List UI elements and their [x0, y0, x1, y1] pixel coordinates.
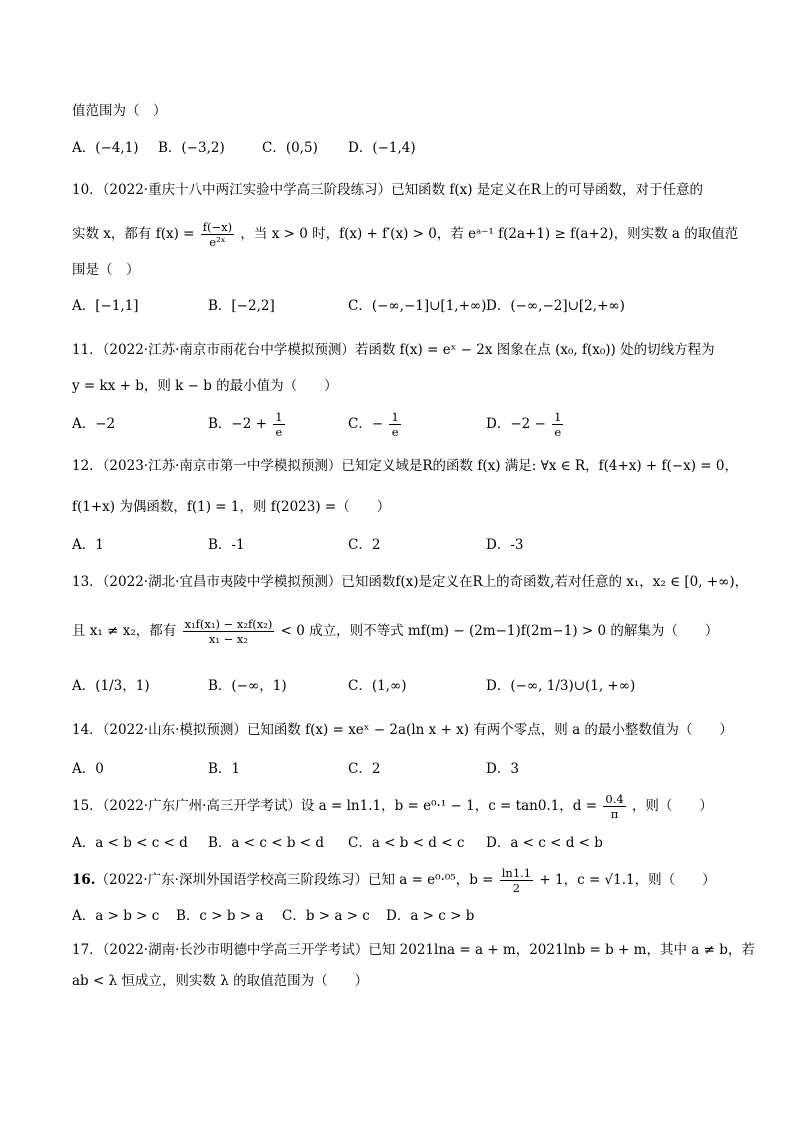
q11-stem-line2: y = kx + b，则 k − b 的最小值为（ ）: [72, 378, 338, 394]
q11-stem-line1: 11．（2022·江苏·南京市雨花台中学模拟预测）若函数 f(x) = eˣ − 2x 图象在点 (x₀, f(x₀)) 处的切线方程为: [72, 342, 715, 358]
q11-option-c-frac: [389, 410, 400, 439]
q15-option-c[interactable]: C．a < b < d < c: [348, 835, 465, 851]
frac-num: 1: [554, 410, 562, 424]
q17-stem-line1: 17．（2022·湖南·长沙市明德中学高三开学考试）已知 2021lna = a + m，2021lnb = b + m，其中 a ≠ b，若: [72, 942, 755, 958]
q16-option-a[interactable]: A．a > b > c: [72, 908, 160, 924]
q15-fraction: [603, 792, 625, 821]
frac-den: e: [554, 425, 562, 439]
q11-option-c[interactable]: [348, 410, 403, 439]
q16-fraction: [500, 866, 533, 895]
q15-text-b: ，则（ ）: [631, 798, 713, 814]
q11-option-d[interactable]: [486, 410, 565, 439]
q13-option-c[interactable]: C．(1,∞): [348, 678, 407, 694]
q11-options: [72, 410, 732, 442]
q9-option-d[interactable]: D．(−1,4): [348, 140, 416, 156]
frac-den: e: [391, 425, 399, 439]
q16-option-c[interactable]: C．b > a > c: [282, 908, 370, 924]
q12-option-a[interactable]: A．1: [72, 537, 104, 553]
q14-option-b[interactable]: B．1: [208, 761, 241, 777]
frac-den: e: [275, 425, 283, 439]
q14-option-d[interactable]: D．3: [486, 761, 519, 777]
q15-stem-line1: [72, 792, 734, 824]
q10-stem-line2: [72, 220, 739, 254]
q10-text-a: 实数 x，都有 f(x) =: [72, 226, 195, 242]
q13-option-a[interactable]: A．(1/3，1): [72, 678, 150, 694]
q15-option-b[interactable]: B．a < c < b < d: [208, 835, 324, 851]
q10-stem-line3: 围是（ ）: [72, 262, 140, 278]
frac-num: 1: [391, 410, 399, 424]
q11-option-b-text: B．−2 +: [208, 416, 267, 432]
q9-option-b[interactable]: B．(−3,2): [158, 140, 225, 156]
q9-option-a[interactable]: A．(−4,1): [72, 140, 139, 156]
q11-option-c-text: C．−: [348, 416, 384, 432]
q15-option-a[interactable]: A．a < b < c < d: [72, 835, 188, 851]
q12-stem-line2: f(1+x) 为偶函数，f(1) = 1，则 f(2023) =（ ）: [72, 499, 391, 515]
q16-number: 16.: [72, 872, 96, 888]
q9-stem-tail: 值范围为（ ）: [72, 103, 167, 119]
q11-option-d-frac: [552, 410, 563, 439]
frac-num: 1: [275, 410, 283, 424]
q16-frac-num: ln1.1: [501, 866, 532, 880]
q12-option-c[interactable]: C．2: [348, 537, 381, 553]
q16-option-b[interactable]: B．c > b > a: [176, 908, 264, 924]
q15-text-a: 15．（2022·广东广州·高三开学考试）设 a = ln1.1，b = e⁰·¹ − 1，c = tan0.1，d =: [72, 798, 598, 814]
q10-frac-num: f(−x): [202, 220, 233, 234]
q10-option-d[interactable]: D．(−∞,−2]∪[2,+∞): [486, 298, 625, 314]
q13-frac-num: x₁f(x₁) − x₂f(x₂): [184, 617, 273, 631]
q13-frac-den: x₁ − x₂: [208, 632, 249, 646]
q16-option-d[interactable]: D．a > c > b: [386, 908, 475, 924]
q13-text-b: < 0 成立，则不等式 mf(m) − (2m−1)f(2m−1) > 0 的解集为（ ）: [280, 623, 719, 639]
q11-option-b-frac: [273, 410, 284, 439]
q12-stem-line1: 12．（2023·江苏·南京市第一中学模拟预测）已知定义域是R的函数 f(x) 满足: ∀x ∈ R，f(4+x) + f(−x) = 0，: [72, 458, 738, 474]
q12-option-d[interactable]: D．-3: [486, 537, 524, 553]
q10-option-c[interactable]: C．(−∞,−1]∪[1,+∞): [348, 298, 487, 314]
q13-text-a: 且 x₁ ≠ x₂，都有: [72, 623, 177, 639]
q16-text-b: + 1，c = √1.1，则（ ）: [539, 872, 716, 888]
q11-option-b[interactable]: [208, 410, 287, 439]
q10-option-b[interactable]: B．[−2,2]: [208, 298, 275, 314]
q15-frac-num: 0.4: [605, 792, 624, 806]
q13-option-b[interactable]: B．(−∞，1): [208, 678, 287, 694]
q10-fraction: [201, 220, 234, 249]
q9-option-c[interactable]: C．(0,5): [262, 140, 318, 156]
q14-option-a[interactable]: A．0: [72, 761, 104, 777]
q10-option-a[interactable]: A．[−1,1]: [72, 298, 139, 314]
q15-frac-den: π: [610, 807, 619, 821]
q16-frac-den: 2: [512, 881, 521, 895]
q12-option-b[interactable]: B．-1: [208, 537, 245, 553]
q14-stem-line1: 14．（2022·山东·模拟预测）已知函数 f(x) = xeˣ − 2a(ln x + x) 有两个零点，则 a 的最小整数值为（ ）: [72, 722, 733, 738]
q11-option-d-text: D．−2 −: [486, 416, 546, 432]
q13-option-d[interactable]: D．(−∞, 1/3)∪(1, +∞): [486, 678, 636, 694]
q16-stem-line1: [72, 866, 734, 898]
q16-text-a: （2022·广东·深圳外国语学校高三阶段练习）已知 a = e⁰·⁰⁵，b =: [95, 872, 494, 888]
q13-stem-line1: 13．（2022·湖北·宜昌市夷陵中学模拟预测）已知函数f(x)是定义在R上的奇函数,若对任意的 x₁，x₂ ∈ [0, +∞)，: [72, 574, 749, 590]
q10-frac-den: e²ˣ: [209, 235, 226, 249]
q10-text-b: ，当 x > 0 时，f(x) + f′(x) > 0，若 eᵃ⁻¹ f(2a+1) ≥ f(a+2)，则实数 a 的取值范: [240, 226, 739, 242]
q14-option-c[interactable]: C．2: [348, 761, 381, 777]
q15-option-d[interactable]: D．a < c < d < b: [486, 835, 603, 851]
q13-fraction: [183, 617, 275, 646]
q17-stem-line2: ab < λ 恒成立，则实数 λ 的取值范围为（ ）: [72, 973, 369, 989]
q13-stem-line2: [72, 617, 734, 651]
q10-stem-line1: 10．（2022·重庆十八中两江实验中学高三阶段练习）已知函数 f(x) 是定义在R上的可导函数，对于任意的: [72, 182, 703, 198]
q11-option-a[interactable]: A．−2: [72, 416, 116, 432]
